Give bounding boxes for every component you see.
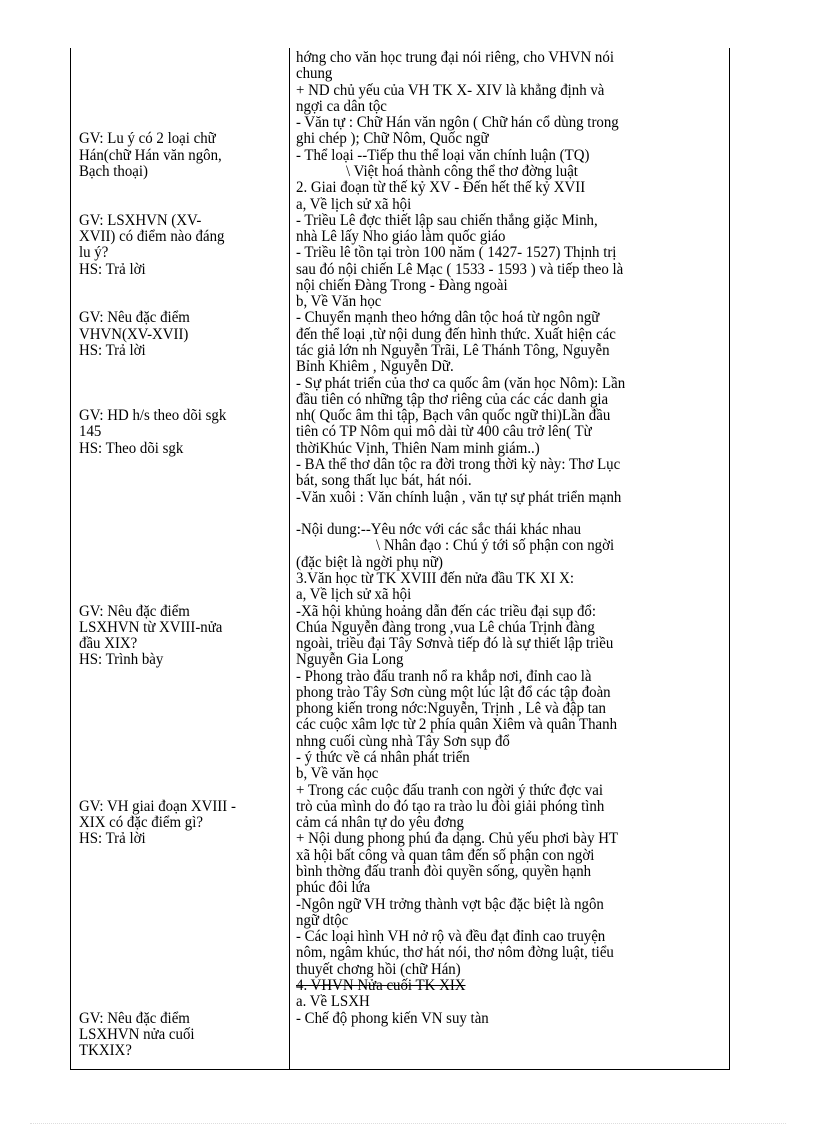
content-line: + Trong các cuộc đấu tranh con ngời ý thức đợc vai: [296, 781, 603, 799]
content-line: Chúa Nguyễn đàng trong ,vua Lê chúa Trịnh đàng: [296, 618, 595, 636]
activity-line: XVII) có điểm nào đáng: [79, 228, 225, 246]
content-line: nội chiến Đàng Trong - Đàng ngoài: [296, 276, 508, 294]
activity-line: GV: LSXHVN (XV-: [79, 211, 202, 229]
content-line: hớng cho văn học trung đại nói riêng, cho VHVN nói: [296, 49, 614, 66]
content-line: a. Về LSXH: [296, 993, 370, 1011]
content-line: b, Về Văn học: [296, 293, 382, 311]
content-line: cảm cá nhân tự do yêu đơng: [296, 814, 464, 832]
content-line: - BA thể thơ dân tộc ra đời trong thời kỳ này: Thơ Lục: [296, 456, 621, 473]
content-line: ghi chép ); Chữ Nôm, Quốc ngữ: [296, 130, 489, 148]
content-line: - Chuyển mạnh theo hớng dân tộc hoá từ ngôn ngữ: [296, 309, 600, 327]
content-line: b, Về văn học: [296, 765, 379, 783]
content-line: thờiKhúc Vịnh, Thiên Nam minh giám..): [296, 439, 540, 457]
content-line: ngợi ca dân tộc: [296, 97, 387, 115]
content-line: - Thể loại --Tiếp thu thể loại văn chính luận (TQ): [296, 146, 590, 164]
content-line: các cuộc xâm lợc từ 2 phía quân Xiêm và quân Thanh: [296, 716, 618, 734]
activity-line: GV: Lu ý có 2 loại chữ: [79, 130, 216, 148]
activity-line: GV: Nêu đặc điểm: [79, 602, 190, 620]
content-line: 3.Văn học từ TK XVIII đến nửa đầu TK XI X:: [296, 569, 574, 587]
activity-line: GV: Nêu đặc điểm: [79, 309, 190, 327]
activity-line: GV: VH giai đoạn XVIII -: [79, 797, 236, 815]
content-line: -Văn xuôi : Văn chính luận , văn tự sự phát triển mạnh: [296, 488, 622, 506]
content-line: tác giả lớn nh Nguyễn Trãi, Lê Thánh Tông, Nguyễn: [296, 342, 610, 360]
activity-line: LSXHVN nửa cuối: [79, 1025, 195, 1043]
content-line: + ND chủ yếu của VH TK X- XIV là khẳng định và: [296, 81, 605, 99]
content-line: sau đó nội chiến Lê Mạc ( 1533 - 1593 ) và tiếp theo là: [296, 260, 624, 278]
content-line: xã hội bất công và quan tâm đến số phận con ngời: [296, 846, 595, 864]
activity-line: 145: [79, 423, 102, 441]
activity-line: HS: Theo dõi sgk: [79, 439, 184, 457]
activity-line: GV: Nêu đặc điểm: [79, 1009, 190, 1027]
content-line: a, Về lịch sử xã hội: [296, 195, 412, 213]
content-line: nhà Lê lấy Nho giáo làm quốc giáo: [296, 228, 506, 246]
activity-line: VHVN(XV-XVII): [79, 325, 189, 343]
content-line: chung: [296, 65, 333, 83]
content-line: ngoài, triều đại Tây Sơnvà tiếp đó là sự thiết lập triều: [296, 635, 614, 653]
content-line: - ý thức về cá nhân phát triển: [296, 749, 470, 767]
content-line: bình thờng đấu tranh đòi quyền sống, quyền hạnh: [296, 863, 592, 880]
content-line: + Nội dung phong phú đa dạng. Chủ yếu phơi bày HT: [296, 830, 619, 848]
content-line: 2. Giai đoạn từ thế kỷ XV - Đến hết thế kỷ XVII: [296, 179, 586, 197]
content-line: Bỉnh Khiêm , Nguyễn Dữ.: [296, 358, 454, 376]
content-line: tiên có TP Nôm qui mô dài từ 400 câu trở lên( Từ: [296, 423, 592, 441]
content-line: -Nội dung:--Yêu nớc với các sắc thái khác nhau: [296, 521, 582, 539]
content-line: 4. VHVN Nửa cuối TK XIX: [296, 976, 466, 994]
content-line: - Triều Lê đợc thiết lập sau chiến thắng giặc Minh,: [296, 211, 598, 229]
activity-line: HS: Trình bày: [79, 651, 164, 669]
content-line: nôm, ngâm khúc, thơ hát nói, thơ nôm đờng luật, tiểu: [296, 944, 614, 962]
content-line: bát, song thất lục bát, hát nói.: [296, 472, 472, 490]
content-line: -Ngôn ngữ VH trởng thành vợt bậc đặc biệt là ngôn: [296, 895, 604, 913]
content-line: - Văn tự : Chữ Hán văn ngôn ( Chữ hán cổ dùng trong: [296, 114, 619, 132]
content-line: - Phong trào đấu tranh nổ ra khắp nơi, đỉnh cao là: [296, 667, 592, 685]
activity-line: đầu XIX?: [79, 635, 138, 653]
content-line: trò của mình do đó tạo ra trào lu đòi giải phóng tình: [296, 797, 605, 815]
content-line: phong trào Tây Sơn cùng một lúc lật đổ các tập đoàn: [296, 683, 611, 701]
content-line: phúc đôi lứa: [296, 879, 371, 897]
content-line: \ Nhân đạo : Chú ý tới số phận con ngời: [376, 537, 615, 555]
content-line: - Sự phát triển của thơ ca quốc âm (văn học Nôm): Lần: [296, 374, 626, 392]
activity-line: LSXHVN từ XVIII-nửa: [79, 618, 223, 636]
content-line: - Các loại hình VH nở rộ và đều đạt đỉnh cao truyện: [296, 928, 606, 946]
activity-line: Hán(chữ Hán văn ngôn,: [79, 146, 222, 164]
activity-line: Bạch thoại): [79, 162, 149, 180]
activity-line: HS: Trả lời: [79, 342, 146, 360]
content-line: - Triều lê tồn tại tròn 100 năm ( 1427- 1527) Thịnh trị: [296, 244, 617, 262]
content-line: phong kiến trong nớc:Nguyễn, Trịnh , Lê và đập tan: [296, 700, 606, 718]
content-line: nh( Quốc âm thi tập, Bạch vân quốc ngữ thi)Lần đầu: [296, 407, 611, 425]
content-line: Nguyễn Gia Long: [296, 651, 404, 669]
content-line: nhng cuối cùng nhà Tây Sơn sụp đổ: [296, 732, 510, 750]
content-line: đến thể loại ,từ nội dung đến hình thức. Xuất hiện các: [296, 325, 616, 343]
column-divider: [289, 48, 290, 1069]
content-line: \ Việt hoá thành công thể thơ đờng luật: [346, 162, 578, 180]
content-line: thuyết chơng hồi (chữ Hán): [296, 960, 461, 978]
activity-line: TKXIX?: [79, 1042, 132, 1060]
activity-line: GV: HD h/s theo dõi sgk: [79, 407, 227, 425]
content-line: - Chế độ phong kiến VN suy tàn: [296, 1009, 489, 1027]
content-line: (đặc biệt là ngời phụ nữ): [296, 553, 443, 571]
content-line: a, Về lịch sử xã hội: [296, 586, 412, 604]
activity-line: lu ý?: [79, 244, 109, 262]
two-column-table: [70, 48, 730, 1070]
activity-line: HS: Trả lời: [79, 260, 146, 278]
activity-line: HS: Trả lời: [79, 830, 146, 848]
content-line: -Xã hội khủng hoảng dẫn đến các triều đại sụp đổ:: [296, 602, 596, 620]
content-line: đầu tiên có những tập thơ riêng của các các danh gia: [296, 390, 609, 408]
content-line: ngữ dtộc: [296, 911, 349, 929]
activity-line: XIX có đặc điểm gì?: [79, 814, 203, 832]
